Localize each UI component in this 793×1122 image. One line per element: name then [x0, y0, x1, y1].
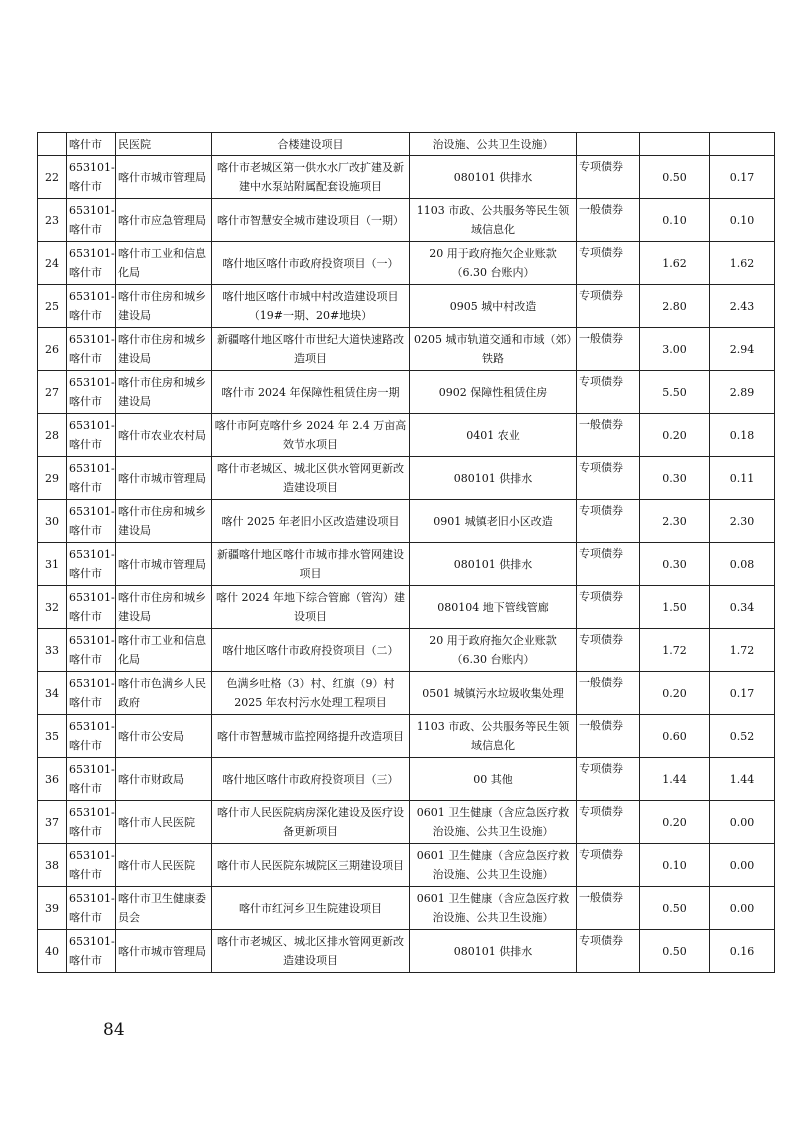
used-amount: 2.94: [710, 328, 775, 371]
project-category: 0205 城市轨道交通和市域（郊）铁路: [410, 328, 577, 371]
project-name: 喀什市人民医院东城院区三期建设项目: [212, 844, 410, 887]
project-name: 喀什市智慧安全城市建设项目（一期）: [212, 199, 410, 242]
row-index: [38, 133, 67, 156]
project-name: 合楼建设项目: [212, 133, 410, 156]
project-category: 0401 农业: [410, 414, 577, 457]
row-index: 39: [38, 887, 67, 930]
bond-type: 专项债券: [577, 844, 640, 887]
table-row: [38, 887, 775, 930]
project-category: 治设施、公共卫生设施）: [410, 133, 577, 156]
bond-type: 专项债券: [577, 500, 640, 543]
row-index: 34: [38, 672, 67, 715]
used-amount: 0.00: [710, 801, 775, 844]
used-amount: 0.17: [710, 156, 775, 199]
region-code: 653101-喀什市: [67, 801, 116, 844]
department: 喀什市人民医院: [116, 801, 212, 844]
department: 喀什市住房和城乡建设局: [116, 500, 212, 543]
project-name: 喀什市老城区、城北区供水管网更新改造建设项目: [212, 457, 410, 500]
table-row: [38, 715, 775, 758]
region-code: 653101-喀什市: [67, 414, 116, 457]
bond-type: 专项债券: [577, 586, 640, 629]
bond-type: 专项债券: [577, 758, 640, 801]
row-index: 23: [38, 199, 67, 242]
project-name: 喀什市红河乡卫生院建设项目: [212, 887, 410, 930]
department: 喀什市色满乡人民政府: [116, 672, 212, 715]
bond-amount: 0.50: [640, 930, 710, 973]
row-index: 31: [38, 543, 67, 586]
continuation-row: [38, 133, 775, 156]
used-amount: 2.30: [710, 500, 775, 543]
row-index: 29: [38, 457, 67, 500]
region-code: 653101-喀什市: [67, 199, 116, 242]
project-category: 0601 卫生健康（含应急医疗救治设施、公共卫生设施）: [410, 887, 577, 930]
bond-amount: 0.30: [640, 543, 710, 586]
row-index: 38: [38, 844, 67, 887]
bond-amount: 2.30: [640, 500, 710, 543]
region-code: 653101-喀什市: [67, 285, 116, 328]
department: 喀什市应急管理局: [116, 199, 212, 242]
bond-amount: 0.10: [640, 844, 710, 887]
department: 喀什市城市管理局: [116, 543, 212, 586]
project-name: 喀什地区喀什市政府投资项目（一）: [212, 242, 410, 285]
project-name: 喀什地区喀什市政府投资项目（二）: [212, 629, 410, 672]
used-amount: 1.72: [710, 629, 775, 672]
table-row: [38, 156, 775, 199]
region-code: 653101-喀什市: [67, 887, 116, 930]
table-row: [38, 457, 775, 500]
bond-amount: 5.50: [640, 371, 710, 414]
row-index: 26: [38, 328, 67, 371]
table-row: [38, 543, 775, 586]
project-category: 20 用于政府拖欠企业账款（6.30 台账内）: [410, 242, 577, 285]
region-code: 653101-喀什市: [67, 715, 116, 758]
project-category: 080101 供排水: [410, 543, 577, 586]
project-category: 080104 地下管线管廊: [410, 586, 577, 629]
used-amount: 2.43: [710, 285, 775, 328]
department: 喀什市住房和城乡建设局: [116, 328, 212, 371]
region-code: 653101-喀什市: [67, 586, 116, 629]
table-row: [38, 801, 775, 844]
row-index: 24: [38, 242, 67, 285]
bond-type: 一般债券: [577, 715, 640, 758]
region-code: 653101-喀什市: [67, 844, 116, 887]
region-code: 653101-喀什市: [67, 758, 116, 801]
region-code: 653101-喀什市: [67, 371, 116, 414]
bond-amount: 1.62: [640, 242, 710, 285]
bond-type: 专项债券: [577, 371, 640, 414]
table-row: [38, 930, 775, 973]
row-index: 36: [38, 758, 67, 801]
table-row: [38, 199, 775, 242]
bond-type: 专项债券: [577, 285, 640, 328]
department: 喀什市城市管理局: [116, 156, 212, 199]
project-category: 0905 城中村改造: [410, 285, 577, 328]
bond-amount: 0.20: [640, 672, 710, 715]
bond-amount: 0.60: [640, 715, 710, 758]
department: 喀什市城市管理局: [116, 930, 212, 973]
bond-type: [577, 133, 640, 156]
row-index: 32: [38, 586, 67, 629]
bond-type: 专项债券: [577, 242, 640, 285]
row-index: 30: [38, 500, 67, 543]
project-name: 新疆喀什地区喀什市世纪大道快速路改造项目: [212, 328, 410, 371]
project-category: 0901 城镇老旧小区改造: [410, 500, 577, 543]
region-code: 653101-喀什市: [67, 672, 116, 715]
project-name: 喀什市老城区、城北区排水管网更新改造建设项目: [212, 930, 410, 973]
project-category: 1103 市政、公共服务等民生领域信息化: [410, 199, 577, 242]
project-name: 喀什市智慧城市监控网络提升改造项目: [212, 715, 410, 758]
project-category: 0601 卫生健康（含应急医疗救治设施、公共卫生设施）: [410, 844, 577, 887]
project-category: 080101 供排水: [410, 156, 577, 199]
department: 民医院: [116, 133, 212, 156]
department: 喀什市住房和城乡建设局: [116, 586, 212, 629]
bond-amount: 1.72: [640, 629, 710, 672]
table-row: [38, 844, 775, 887]
used-amount: 0.52: [710, 715, 775, 758]
page-number: 84: [103, 1020, 125, 1040]
used-amount: 0.17: [710, 672, 775, 715]
department: 喀什市住房和城乡建设局: [116, 285, 212, 328]
used-amount: 1.44: [710, 758, 775, 801]
region-code: 653101-喀什市: [67, 930, 116, 973]
project-name: 喀什地区喀什市政府投资项目（三）: [212, 758, 410, 801]
bond-type: 专项债券: [577, 457, 640, 500]
project-name: 喀什 2025 年老旧小区改造建设项目: [212, 500, 410, 543]
used-amount: 0.11: [710, 457, 775, 500]
table-body: [38, 133, 775, 973]
row-index: 25: [38, 285, 67, 328]
bond-amount: 0.10: [640, 199, 710, 242]
bond-type: 一般债券: [577, 672, 640, 715]
table-row: [38, 285, 775, 328]
bond-amount: 1.50: [640, 586, 710, 629]
row-index: 35: [38, 715, 67, 758]
project-name: 喀什市老城区第一供水水厂改扩建及新建中水泵站附属配套设施项目: [212, 156, 410, 199]
project-category: 0501 城镇污水垃圾收集处理: [410, 672, 577, 715]
project-name: 喀什 2024 年地下综合管廊（管沟）建设项目: [212, 586, 410, 629]
bond-type: 专项债券: [577, 930, 640, 973]
table-row: [38, 414, 775, 457]
department: 喀什市公安局: [116, 715, 212, 758]
project-name: 新疆喀什地区喀什市城市排水管网建设项目: [212, 543, 410, 586]
used-amount: 2.89: [710, 371, 775, 414]
table-row: [38, 242, 775, 285]
row-index: 33: [38, 629, 67, 672]
table-row: [38, 629, 775, 672]
table-row: [38, 500, 775, 543]
bond-amount: 0.20: [640, 801, 710, 844]
project-category: 00 其他: [410, 758, 577, 801]
department: 喀什市住房和城乡建设局: [116, 371, 212, 414]
region-code: 653101-喀什市: [67, 629, 116, 672]
department: 喀什市工业和信息化局: [116, 242, 212, 285]
used-amount: 0.00: [710, 844, 775, 887]
bond-amount: 0.50: [640, 156, 710, 199]
department: 喀什市农业农村局: [116, 414, 212, 457]
project-name: 喀什市阿克喀什乡 2024 年 2.4 万亩高效节水项目: [212, 414, 410, 457]
bond-type: 专项债券: [577, 543, 640, 586]
project-category: 0601 卫生健康（含应急医疗救治设施、公共卫生设施）: [410, 801, 577, 844]
project-name: 色满乡吐格（3）村、红旗（9）村 2025 年农村污水处理工程项目: [212, 672, 410, 715]
used-amount: 0.08: [710, 543, 775, 586]
region-code: 喀什市: [67, 133, 116, 156]
row-index: 28: [38, 414, 67, 457]
table-row: [38, 758, 775, 801]
bond-type: 专项债券: [577, 629, 640, 672]
department: 喀什市工业和信息化局: [116, 629, 212, 672]
bond-amount: 1.44: [640, 758, 710, 801]
used-amount: [710, 133, 775, 156]
project-name: 喀什市人民医院病房深化建设及医疗设备更新项目: [212, 801, 410, 844]
department: 喀什市城市管理局: [116, 457, 212, 500]
bond-amount: 3.00: [640, 328, 710, 371]
bond-type: 一般债券: [577, 414, 640, 457]
used-amount: 0.00: [710, 887, 775, 930]
table-row: [38, 328, 775, 371]
project-category: 080101 供排水: [410, 457, 577, 500]
used-amount: 0.18: [710, 414, 775, 457]
bond-amount: [640, 133, 710, 156]
bond-amount: 2.80: [640, 285, 710, 328]
used-amount: 1.62: [710, 242, 775, 285]
region-code: 653101-喀什市: [67, 543, 116, 586]
row-index: 22: [38, 156, 67, 199]
project-category: 080101 供排水: [410, 930, 577, 973]
used-amount: 0.10: [710, 199, 775, 242]
region-code: 653101-喀什市: [67, 156, 116, 199]
debt-project-table: [37, 132, 775, 973]
table-row: [38, 371, 775, 414]
bond-type: 一般债券: [577, 328, 640, 371]
row-index: 27: [38, 371, 67, 414]
used-amount: 0.34: [710, 586, 775, 629]
table-row: [38, 672, 775, 715]
bond-type: 一般债券: [577, 887, 640, 930]
project-category: 20 用于政府拖欠企业账款（6.30 台账内）: [410, 629, 577, 672]
bond-type: 一般债券: [577, 199, 640, 242]
bond-amount: 0.30: [640, 457, 710, 500]
department: 喀什市财政局: [116, 758, 212, 801]
bond-type: 专项债券: [577, 801, 640, 844]
bond-type: 专项债券: [577, 156, 640, 199]
project-category: 0902 保障性租赁住房: [410, 371, 577, 414]
row-index: 40: [38, 930, 67, 973]
bond-amount: 0.50: [640, 887, 710, 930]
region-code: 653101-喀什市: [67, 457, 116, 500]
region-code: 653101-喀什市: [67, 328, 116, 371]
row-index: 37: [38, 801, 67, 844]
used-amount: 0.16: [710, 930, 775, 973]
region-code: 653101-喀什市: [67, 242, 116, 285]
project-name: 喀什地区喀什市城中村改造建设项目（19#一期、20#地块）: [212, 285, 410, 328]
bond-amount: 0.20: [640, 414, 710, 457]
department: 喀什市卫生健康委员会: [116, 887, 212, 930]
project-category: 1103 市政、公共服务等民生领域信息化: [410, 715, 577, 758]
table-row: [38, 586, 775, 629]
project-name: 喀什市 2024 年保障性租赁住房一期: [212, 371, 410, 414]
region-code: 653101-喀什市: [67, 500, 116, 543]
department: 喀什市人民医院: [116, 844, 212, 887]
